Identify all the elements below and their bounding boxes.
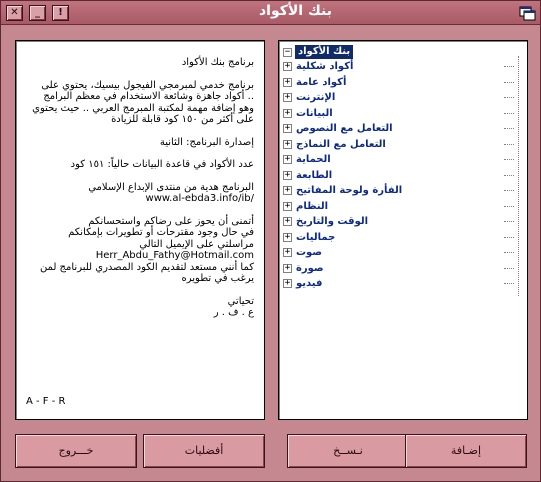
info-line: مراسلتي على الإيميل التالي — [139, 238, 254, 250]
expand-icon[interactable]: + — [284, 278, 291, 289]
tree-node-label[interactable]: التعامل مع النماذج — [296, 138, 386, 150]
copy-button[interactable]: نـســخ — [287, 434, 409, 468]
code-tree-panel — [278, 40, 528, 420]
expand-icon[interactable]: + — [284, 92, 291, 103]
expand-icon[interactable]: + — [284, 138, 291, 149]
help-icon[interactable]: ! — [52, 5, 69, 21]
title-bar[interactable] — [1, 1, 540, 25]
info-line: يرغب في تطويره — [181, 273, 254, 284]
gift-line: البرنامج هدية من منتدى الإبداع الإسلامي — [88, 181, 254, 193]
tree-node[interactable] — [283, 106, 523, 122]
tree-node[interactable] — [283, 183, 523, 199]
info-line: في حال وجود مقترحات أو تطويرات بإمكانكم — [68, 227, 254, 238]
tree-root-node[interactable] — [283, 45, 523, 59]
forum-url: www.al-ebda3.info/ib/ — [145, 193, 254, 204]
close-icon[interactable]: ✕ — [6, 5, 23, 21]
tree-node-label[interactable]: التعامل مع النصوص — [296, 123, 393, 135]
tree-node-label[interactable]: أكواد عامة — [296, 76, 347, 88]
expand-icon[interactable]: + — [284, 185, 291, 196]
tree-node[interactable] — [283, 199, 523, 215]
collapse-icon[interactable]: − — [284, 46, 291, 57]
tree-node-label[interactable]: الحماية — [296, 154, 331, 166]
tree-node-label[interactable]: الفأرة ولوحة المفاتيح — [296, 185, 403, 197]
tree-node-label[interactable]: أكواد شكلية — [296, 61, 354, 73]
tree-node-label[interactable]: الوقت والتاريخ — [296, 216, 369, 228]
tree-node-label[interactable]: جماليات — [296, 231, 336, 243]
expand-icon[interactable]: + — [284, 107, 291, 118]
code-tree — [283, 45, 523, 292]
preferences-button[interactable]: أفضليات — [143, 434, 265, 468]
expand-icon[interactable]: + — [284, 247, 291, 258]
info-line: برنامج خدمي لمبرمجي الفيجول بيسيك، يحتوي على — [41, 79, 254, 91]
tree-node[interactable] — [283, 152, 523, 168]
expand-icon[interactable]: + — [284, 76, 291, 87]
tree-node[interactable] — [283, 75, 523, 91]
tree-node[interactable] — [283, 276, 523, 292]
expand-icon[interactable]: + — [284, 262, 291, 273]
tree-node[interactable] — [283, 121, 523, 137]
info-line: على أكثر من ١٥٠ كود قابلة للزيادة — [111, 114, 254, 125]
version-line: إصدارة البرنامج: الثانية — [159, 136, 254, 148]
code-count-line: عدد الأكواد في قاعدة البيانات حالياً: ١٥١ كود — [70, 159, 254, 170]
info-panel — [15, 40, 265, 420]
tree-node-label[interactable]: الطابعة — [296, 169, 333, 181]
tree-node-label[interactable]: البيانات — [296, 107, 333, 119]
tree-node[interactable] — [283, 168, 523, 184]
info-line: أتمنى أن يحوز على رضاكم واستحسانكم — [88, 215, 254, 227]
tree-root-label[interactable]: بنك الأكواد — [295, 45, 353, 59]
exit-button[interactable]: خـــروج — [15, 434, 137, 468]
program-info-text — [24, 57, 254, 319]
tree-node-label[interactable]: صورة — [296, 262, 324, 274]
expand-icon[interactable]: + — [284, 123, 291, 134]
tree-node[interactable] — [283, 137, 523, 153]
greeting-line: تحياتي — [227, 295, 254, 307]
info-line: .. أكواد جاهزة وشائعة الاستخدام في معظم البرامج — [43, 91, 254, 102]
tree-node-label[interactable]: فيديو — [296, 278, 323, 290]
expand-icon[interactable]: + — [284, 216, 291, 227]
tree-node[interactable] — [283, 230, 523, 246]
author-initials: ع . ف . ر — [213, 307, 254, 318]
minimize-icon[interactable]: _ — [29, 5, 46, 21]
tree-node-label[interactable]: صوت — [296, 247, 322, 259]
tree-node[interactable] — [283, 261, 523, 277]
tree-node-label[interactable]: النظام — [296, 200, 329, 212]
contact-email: Herr_Abdu_Fathy@Hotmail.com — [95, 250, 254, 261]
expand-icon[interactable]: + — [284, 169, 291, 180]
tree-node[interactable] — [283, 245, 523, 261]
expand-icon[interactable]: + — [284, 61, 291, 72]
tree-node[interactable] — [283, 90, 523, 106]
program-name-line: برنامج بنك الأكواد — [181, 57, 254, 68]
expand-icon[interactable]: + — [284, 154, 291, 165]
tree-node-label[interactable]: الإنترنت — [296, 92, 336, 104]
signature: A - F - R — [26, 396, 66, 407]
window-title: بنك الأكواد — [258, 3, 332, 19]
add-button[interactable]: إضـافة — [405, 434, 527, 468]
app-window-icon[interactable] — [519, 5, 536, 21]
expand-icon[interactable]: + — [284, 231, 291, 242]
tree-node[interactable] — [283, 59, 523, 75]
tree-node[interactable] — [283, 214, 523, 230]
expand-icon[interactable]: + — [284, 200, 291, 211]
info-line: كما أنني مستعد لتقديم الكود المصدري للبرنامج لمن — [39, 261, 254, 273]
info-line: وهو إضافة مهمة لمكتبة المبرمج العربي .. حيث يحتوي — [32, 102, 254, 114]
